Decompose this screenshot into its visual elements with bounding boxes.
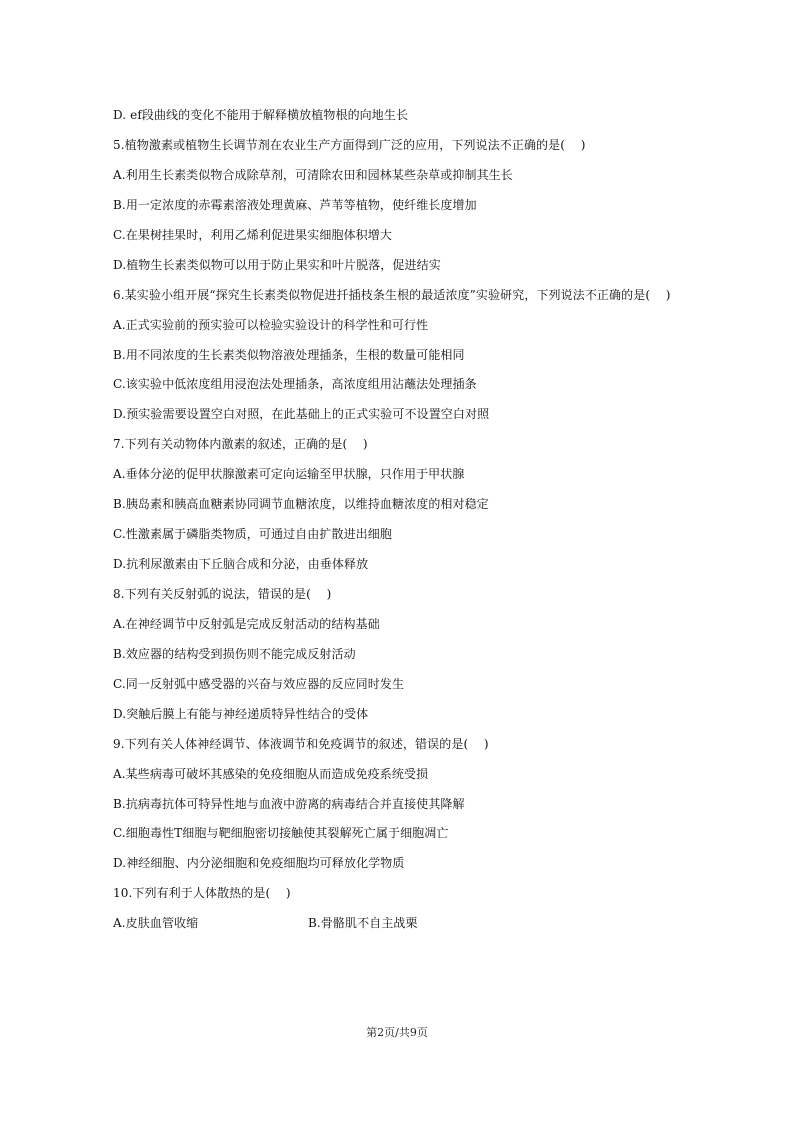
option-d-q9: D.神经细胞、内分泌细胞和免疫细胞均可释放化学物质 — [113, 856, 405, 870]
option-c-q5: C.在果树挂果时，利用乙烯利促进果实细胞体积增大 — [113, 228, 392, 242]
option-b-q9: B.抗病毒抗体可特异性地与血液中游离的病毒结合并直接使其降解 — [113, 797, 465, 811]
question-10: 10.下列有利于人体散热的是( ) — [113, 886, 291, 900]
option-a-q7: A.垂体分泌的促甲状腺激素可定向运输至甲状腺，只作用于甲状腺 — [113, 467, 465, 481]
question-9: 9.下列有关人体神经调节、体液调节和免疫调节的叙述，错误的是( ) — [113, 737, 489, 751]
option-a-q8: A.在神经调节中反射弧是完成反射活动的结构基础 — [113, 617, 380, 631]
question-7: 7.下列有关动物体内激素的叙述，正确的是( ) — [113, 437, 368, 451]
option-b-q6: B.用不同浓度的生长素类似物溶液处理插条，生根的数量可能相同 — [113, 348, 465, 362]
option-b-q7: B.胰岛素和胰高血糖素协同调节血糖浓度，以维持血糖浓度的相对稳定 — [113, 497, 489, 511]
option-c-q9: C.细胞毒性T细胞与靶细胞密切接触使其裂解死亡属于细胞凋亡 — [113, 826, 449, 840]
option-a-q9: A.某些病毒可破坏其感染的免疫细胞从而造成免疫系统受损 — [113, 767, 429, 781]
option-d-q6: D.预实验需要设置空白对照，在此基础上的正式实验可不设置空白对照 — [113, 407, 490, 421]
question-6: 6.某实验小组开展“探究生长素类似物促进扦插枝条生根的最适浓度”实验研究，下列说法不正确的是( ) — [113, 288, 671, 302]
option-b-q5: B.用一定浓度的赤霉素溶液处理黄麻、芦苇等植物，使纤维长度增加 — [113, 198, 477, 212]
question-5: 5.植物激素或植物生长调节剂在农业生产方面得到广泛的应用，下列说法不正确的是( ) — [113, 138, 586, 152]
option-d-q8: D.突触后膜上有能与神经递质特异性结合的受体 — [113, 707, 369, 721]
option-c-q7: C.性激素属于磷脂类物质，可通过自由扩散进出细胞 — [113, 527, 392, 541]
question-8: 8.下列有关反射弧的说法，错误的是( ) — [113, 587, 332, 601]
option-b-q10: B.骨骼肌不自主战栗 — [308, 916, 418, 930]
option-c-q6: C.该实验中低浓度组用浸泡法处理插条，高浓度组用沾蘸法处理插条 — [113, 377, 477, 391]
page-number: 第2页/共9页 — [366, 1026, 428, 1039]
option-a-q5: A.利用生长素类似物合成除草剂，可清除农田和园林某些杂草或抑制其生长 — [113, 168, 513, 182]
option-c-q8: C.同一反射弧中感受器的兴奋与效应器的反应同时发生 — [113, 677, 405, 691]
option-a-q6: A.正式实验前的预实验可以检验实验设计的科学性和可行性 — [113, 318, 429, 332]
option-a-q10: A.皮肤血管收缩 — [113, 916, 199, 930]
option-b-q8: B.效应器的结构受到损伤则不能完成反射活动 — [113, 647, 356, 661]
option-d-q4: D. ef段曲线的变化不能用于解释横放植物根的向地生长 — [113, 108, 409, 122]
option-d-q7: D.抗利尿激素由下丘脑合成和分泌，由垂体释放 — [113, 557, 369, 571]
option-d-q5: D.植物生长素类似物可以用于防止果实和叶片脱落，促进结实 — [113, 258, 441, 272]
